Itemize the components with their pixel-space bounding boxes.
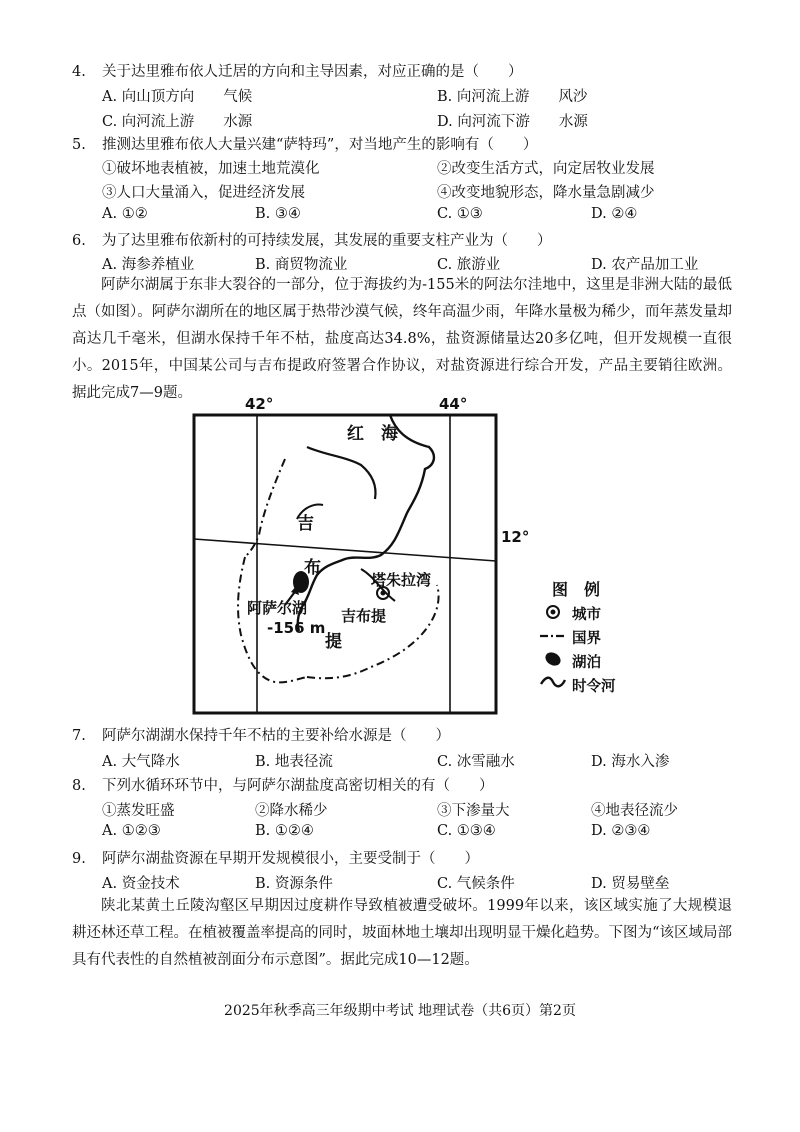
tadjoura-label: 塔朱拉湾: [371, 571, 432, 589]
q5-statement-1: ①破坏地表植被，加速土地荒漠化: [102, 161, 320, 177]
q6-option-c: C. 旅游业: [437, 257, 501, 273]
q4-option-d: D. 向河流下游 水源: [437, 114, 588, 130]
djibouti-label: 吉布提: [341, 607, 387, 625]
q6-option-b: B. 商贸物流业: [255, 257, 348, 273]
legend-seasonal-river-icon: [541, 678, 565, 687]
q8-statement-1: ①蒸发旺盛: [102, 803, 175, 819]
q8-option-a: A. ①②③: [102, 823, 161, 839]
page-footer: 2025年秋季高三年级期中考试 地理试卷（共6页）第2页: [224, 1003, 576, 1019]
legend-border-label: 国界: [572, 630, 601, 647]
legend-seasonal-river-label: 时令河: [572, 678, 616, 695]
legend-title: 图 例: [552, 580, 601, 599]
bu-label: 布: [304, 558, 321, 578]
q7-option-d: D. 海水入渗: [591, 754, 670, 770]
q8-option-b: B. ①②④: [255, 823, 314, 839]
question-4-stem: 4. 关于达里雅布依人迁居的方向和主导因素，对应正确的是（ ）: [72, 64, 523, 80]
q7-option-a: A. 大气降水: [102, 754, 180, 770]
q4-option-c: C. 向河流上游 水源: [102, 114, 253, 130]
q8-option-c: C. ①③④: [437, 823, 496, 839]
q9-option-c: C. 气候条件: [437, 876, 515, 892]
question-5-stem: 5. 推测达里雅布依人大量兴建“萨特玛”，对当地产生的影响有（ ）: [72, 137, 538, 153]
q4-option-b: B. 向河流上游 风沙: [437, 89, 588, 105]
legend-lake-icon: [543, 650, 563, 668]
coastline: [298, 415, 434, 631]
question-8-stem: 8. 下列水循环环节中，与阿萨尔湖盐度高密切相关的有（ ）: [72, 778, 494, 794]
question-9-stem: 9. 阿萨尔湖盐资源在早期开发规模很小，主要受制于（ ）: [72, 851, 479, 867]
q8-option-d: D. ②③④: [591, 823, 651, 839]
question-6-stem: 6. 为了达里雅布依新村的可持续发展，其发展的重要支柱产业为（ ）: [72, 233, 552, 249]
coastline-upper: [307, 447, 375, 499]
lon-42-label: 42°: [245, 395, 274, 413]
legend-symbols: [536, 600, 570, 694]
q5-option-c: C. ①③: [437, 206, 483, 222]
q5-option-b: B. ③④: [255, 206, 301, 222]
asal-lake-map: [185, 395, 530, 720]
ji-label: 吉: [297, 514, 314, 534]
q8-statement-4: ④地表径流少: [591, 803, 678, 819]
lat-12-label: 12°: [501, 528, 530, 546]
elevation-label: -156 m: [267, 619, 326, 637]
legend-lake-label: 湖泊: [572, 654, 601, 671]
q6-option-a: A. 海参养植业: [102, 257, 195, 273]
q5-option-a: A. ①②: [102, 206, 148, 222]
legend-city-label: 城市: [572, 606, 601, 623]
q9-option-d: D. 贸易壁垒: [591, 876, 670, 892]
q8-statement-3: ③下渗量大: [437, 803, 510, 819]
q6-option-d: D. 农产品加工业: [591, 257, 699, 273]
passage-asal-lake: 阿萨尔湖属于东非大裂谷的一部分，位于海拔约为-155米的阿法尔洼地中，这里是非洲大陆的最低点（如图）。阿萨尔湖所在的地区属于热带沙漠气候，终年高温少雨，年降水量极为稀少，而年蒸发量却高达几千毫米，但湖水保持千年不枯，盐度高达34.8%，盐资源储量达20多亿吨，但开发规模一直很小。2015年，中国某公司与吉布提政府签署合作协议，对盐资源进行综合开发，产品主要销往欧洲。据此完成7—9题。: [72, 277, 732, 401]
djibouti-city-dot: [381, 591, 386, 596]
q8-statement-2: ②降水稀少: [255, 803, 328, 819]
question-7-stem: 7. 阿萨尔湖湖水保持千年不枯的主要补给水源是（ ）: [72, 728, 450, 744]
q5-statement-2: ②改变生活方式，向定居牧业发展: [437, 161, 655, 177]
q9-option-a: A. 资金技术: [102, 876, 180, 892]
q4-option-a: A. 向山顶方向 气候: [102, 89, 253, 105]
passage-loess-plateau: 陕北某黄土丘陵沟壑区早期因过度耕作导致植被遭受破坏。1999年以来，该区域实施了大规模退耕还林还草工程。在植被覆盖率提高的同时，坡面林地土壤却出现明显干燥化趋势。下图为“该区域局部具有代表性的自然植被剖面分布示意图”。据此完成10—12题。: [72, 898, 732, 968]
q5-statement-4: ④改变地貌形态，降水量急剧减少: [437, 185, 655, 201]
red-sea-label: 红 海: [347, 424, 398, 444]
q5-option-d: D. ②④: [591, 206, 638, 222]
q7-option-c: C. 冰雪融水: [437, 754, 515, 770]
lake-label: 阿萨尔湖: [247, 599, 308, 617]
lon-44-label: 44°: [439, 395, 468, 413]
q9-option-b: B. 资源条件: [255, 876, 333, 892]
border-north: [245, 459, 285, 557]
q7-option-b: B. 地表径流: [255, 754, 333, 770]
q5-statement-3: ③人口大量涌入，促进经济发展: [102, 185, 305, 201]
ti-label: 提: [325, 632, 342, 652]
